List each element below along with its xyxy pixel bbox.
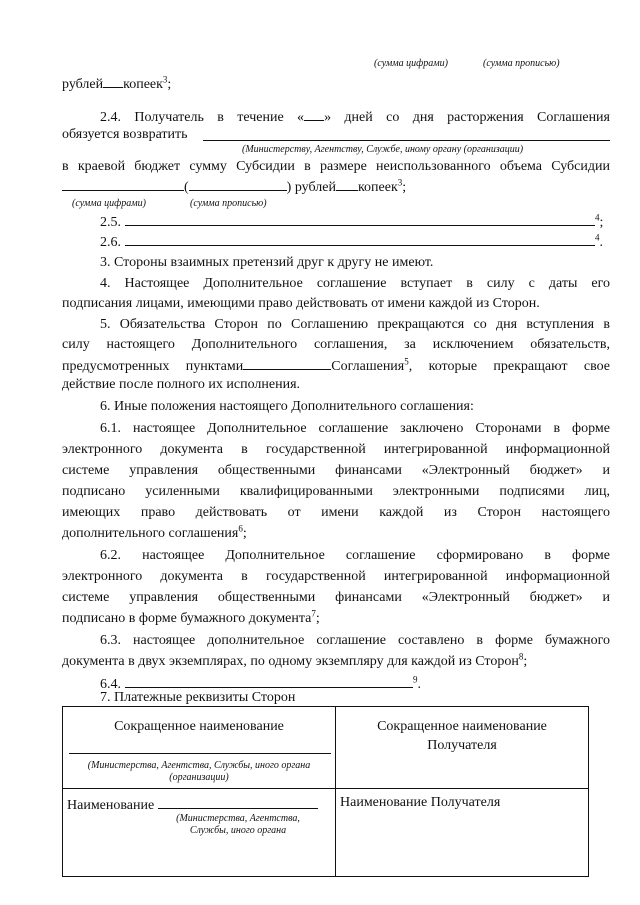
caption-sum-words: (сумма прописью) [483, 58, 560, 69]
return-recipient-caption: (Министерству, Агентству, Службе, иному органу (организации) [242, 144, 524, 155]
left-name-label: Наименование [67, 795, 318, 814]
clause-6-1-line4: подписано усиленными квалифицированными электронными подписями лиц, [62, 484, 610, 499]
caption-sum-digits: (сумма цифрами) [374, 58, 448, 69]
clause-4-line2: подписания лицами, имеющими право действовать от имени каждой из Сторон. [62, 296, 540, 311]
clause-6-1-line6: дополнительного соглашения$^6$; [62, 523, 247, 541]
footnote-ref: 5 [404, 356, 409, 367]
clause-2-4-line3: в краевой бюджет сумму Субсидии в размере неиспользованного объема Субсидии [62, 159, 610, 174]
clause-2-4-line1: 2.4. Получатель в течение « » дней со дня расторжения Соглашения [100, 107, 610, 127]
clause-2-5: 2.5. $^4$; [100, 212, 604, 230]
clause-3: 3. Стороны взаимных претензий друг к другу не имеют. [100, 255, 434, 270]
clause-6-2-line3: системе управления общественными финансами «Электронный бюджет» и [62, 590, 610, 605]
clause-5-line3: предусмотренных пунктами Соглашения$^5$, которые прекращают свое [62, 356, 610, 374]
left-header-underline [69, 753, 331, 754]
clause-5-line2: силу настоящего Дополнительного соглашения, за исключением обязательств, [62, 337, 610, 352]
right-header-title-1: Сокращенное наименование [377, 719, 547, 734]
footnote-ref: 8 [518, 651, 524, 662]
clause-2-4-line2: обязуется возвратить [62, 127, 188, 142]
footnote-ref: 3 [162, 74, 168, 85]
footnote-ref: 7 [311, 608, 316, 619]
left-name-caption-2: Службы, иного органа [189, 825, 287, 836]
rubles-line: рублей копеек$^3$; [62, 74, 172, 92]
clause-6-2-line1: 6.2. настоящее Дополнительное соглашение сформировано в форме [100, 548, 610, 563]
clause-2-6: 2.6. $^4$. [100, 232, 603, 250]
clause-5-line4: действие после полного их исполнения. [62, 377, 301, 392]
left-name-caption-1: (Министерства, Агентства, [176, 813, 300, 824]
clause-6-1-line2: электронного документа в государственной интегрированной информационной [62, 442, 610, 457]
table-cell-left-name [63, 789, 336, 877]
clause-4-line1: 4. Настоящее Дополнительное соглашение вступает в силу с даты его [100, 276, 610, 291]
footnote-ref: 4 [595, 232, 600, 243]
clause-6-1-line3: системе управления общественными финансами «Электронный бюджет» и [62, 463, 610, 478]
clause-6-1-line5: имеющих право действовать от имени каждой из Сторон настоящего [62, 505, 610, 520]
table-cell-left-header [63, 707, 336, 789]
footnote-ref: 9 [413, 674, 418, 685]
clause-6-3-line2: документа в двух экземплярах, по одному экземпляру для каждой из Сторон$^8$; [62, 651, 528, 669]
clause-6-2-line4: подписано в форме бумажного документа$^7$; [62, 608, 320, 626]
table-cell-right-header [336, 707, 589, 789]
clause-6: 6. Иные положения настоящего Дополнительного соглашения: [100, 399, 474, 414]
clause-6-3-line1: 6.3. настоящее дополнительное соглашение составлено в форме бумажного [100, 633, 610, 648]
table-cell-right-name [336, 789, 589, 877]
caption-sum-digits-2: (сумма цифрами) [72, 198, 146, 209]
clause-6-4: 6.4. $^9$. [100, 674, 421, 692]
clause-7-title: 7. Платежные реквизиты Сторон [100, 690, 296, 705]
right-header-title-2: Получателя [427, 738, 497, 753]
caption-sum-words-2: (сумма прописью) [190, 198, 267, 209]
footnote-ref: 6 [238, 523, 243, 534]
clause-6-2-line2: электронного документа в государственной интегрированной информационной [62, 569, 610, 584]
footnote-ref: 4 [595, 212, 600, 223]
right-name-label: Наименование Получателя [340, 795, 501, 810]
payment-requisites-table [62, 706, 589, 877]
footnote-ref: 3 [397, 177, 403, 188]
clause-2-4-line4: ( ) рублей копеек$^3$; [62, 177, 406, 197]
clause-6-1-line1: 6.1. настоящее Дополнительное соглашение заключено Сторонами в форме [100, 421, 610, 436]
left-header-caption-1: (Министерства, Агентства, Службы, иного органа [87, 760, 311, 771]
return-recipient-underline [203, 140, 610, 141]
left-header-title: Сокращенное наименование [114, 719, 284, 734]
clause-5-line1: 5. Обязательства Сторон по Соглашению прекращаются со дня вступления в [100, 317, 610, 332]
left-header-caption-2: (организации) [169, 772, 229, 783]
